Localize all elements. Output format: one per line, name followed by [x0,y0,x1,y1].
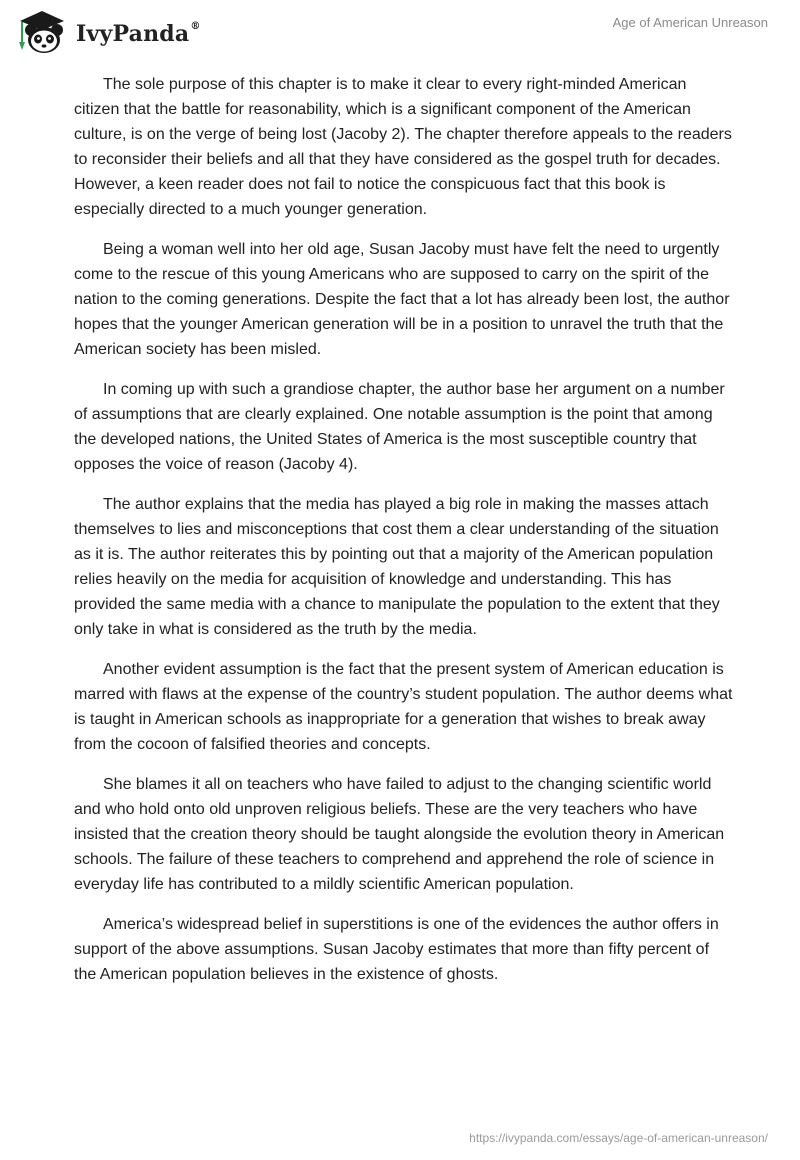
paragraph: In coming up with such a grandiose chapter, the author base her argument on a number of assumptions that are clearly explained. One notable assumption is the point that among the developed nations, the United States of America is the most susceptible country that opposes the voice of reason (Jacoby 4). [74,381,725,473]
essay-body [74,72,734,1002]
registered-mark: ® [190,20,201,32]
paragraph: Another evident assumption is the fact that the present system of American education is marred with flaws at the expense of the country’s student population. The author deems what is taught in American schools as inappropriate for a generation that wishes to break away from the cocoon of falsified theories and concepts. [74,661,733,753]
source-url-link[interactable]: https://ivypanda.com/essays/age-of-american-unreason/ [469,1131,768,1145]
paragraph: Being a woman well into her old age, Susan Jacoby must have felt the need to urgently come to the rescue of this young Americans who are supposed to carry on the spirit of the nation to the coming generations. Despite the fact that a lot has already been lost, the author hopes that the younger American generation will be in a position to unravel the truth that the American society has been misled. [74,241,730,358]
panda-graduate-icon [14,8,72,56]
paragraph: She blames it all on teachers who have failed to adjust to the changing scientific world and who hold onto old unproven religious beliefs. These are the very teachers who have insisted that the creation theory should be taught alongside the evolution theory in American schools. The failure of these teachers to comprehend and apprehend the role of science in everyday life has contributed to a mildly scientific American population. [74,776,725,893]
brand-logo[interactable] [14,8,201,56]
page-header [0,0,800,70]
brand-name: IvyPanda® [76,20,201,47]
document-title: Age of American Unreason [612,15,768,30]
paragraph: The author explains that the media has played a big role in making the masses attach themselves to lies and misconceptions that cost them a clear understanding of the situation as it is. The author reiterates this by pointing out that a majority of the American population relies heavily on the media for acquisition of knowledge and understanding. This has provided the same media with a chance to manipulate the population to the extent that they only take in what is considered as the truth by the media. [74,496,720,638]
paragraph: The sole purpose of this chapter is to make it clear to every right-minded American citizen that the battle for reasonability, which is a significant component of the American culture, is on the verge of being lost (Jacoby 2). The chapter therefore appeals to the readers to reconsider their beliefs and all that they have considered as the gospel truth for decades. However, a keen reader does not fail to notice the conspicuous fact that this book is especially directed to a much younger generation. [74,76,732,218]
paragraph: America’s widespread belief in superstitions is one of the evidences the author offers in support of the above assumptions. Susan Jacoby estimates that more than fifty percent of the American population believes in the existence of ghosts. [74,916,719,983]
